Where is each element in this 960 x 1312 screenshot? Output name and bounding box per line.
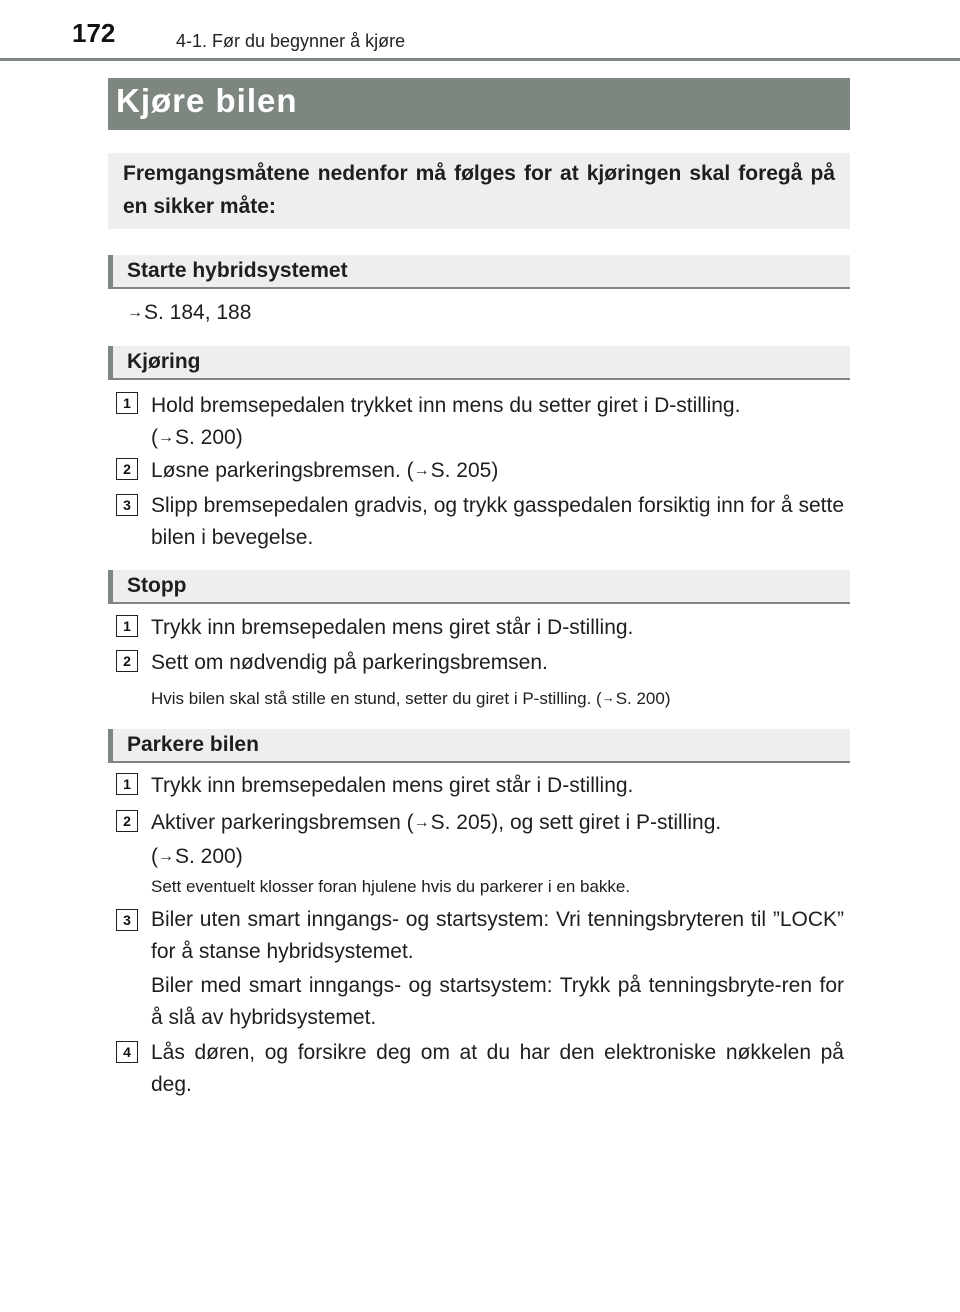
intro-text: Fremgangsmåtene nedenfor må følges for at kjøringen skal foregå på en sikker måte: — [123, 162, 835, 218]
note-text — [151, 689, 671, 709]
step-text: Trykk inn bremsepedalen mens giret står i D-stilling. — [151, 774, 634, 797]
header-divider — [0, 58, 960, 61]
step-text-main: Aktiver parkeringsbremsen ( — [151, 811, 414, 834]
ref-open: ( — [151, 426, 158, 449]
note-ref: S. 200) — [615, 689, 671, 708]
section-heading-stop — [108, 570, 850, 604]
step-text: Biler uten smart inngangs- og startsystem: Vri tenningsbryteren til ”LOCK” for å stanse hybridsystemet. — [151, 908, 844, 963]
step-text-main: Løsne parkeringsbremsen. ( — [151, 459, 414, 482]
step-text: Lås døren, og forsikre deg om at du har den elektroniske nøkkelen på deg. — [151, 1041, 844, 1096]
step-text — [151, 807, 844, 875]
step-number: 3 — [116, 494, 138, 516]
ref-text: S. 200) — [175, 426, 243, 449]
step-text-main: Hold bremsepedalen trykket inn mens du setter giret i D-stilling. — [151, 394, 741, 417]
page-number: 172 — [72, 18, 116, 48]
ref-open: ( — [151, 845, 158, 868]
note-main: Hvis bilen skal stå stille en stund, setter du giret i P-stilling. ( — [151, 689, 602, 708]
step-number: 1 — [116, 773, 138, 795]
step-text — [151, 455, 844, 489]
arrow-right-icon: → — [413, 462, 430, 479]
ref-text: S. 205) — [430, 459, 499, 482]
arrow-right-icon: → — [601, 690, 615, 705]
step-text: Trykk inn bremsepedalen mens giret står i D-stilling. — [151, 616, 634, 639]
step-text — [151, 390, 844, 456]
step-number: 2 — [116, 810, 138, 832]
section-heading-park — [108, 729, 850, 763]
section-heading-label: Starte hybridsystemet — [127, 259, 348, 282]
page-reference-text: S. 184, 188 — [144, 301, 252, 324]
step-number: 3 — [116, 909, 138, 931]
page-header — [0, 0, 960, 62]
step-number: 2 — [116, 650, 138, 672]
step-number: 2 — [116, 458, 138, 480]
section-heading-label: Parkere bilen — [127, 733, 259, 756]
ref-text: S. 200) — [175, 845, 243, 868]
step-number: 1 — [116, 615, 138, 637]
section-heading-driving — [108, 346, 850, 380]
page-title: Kjøre bilen — [116, 82, 298, 119]
step-text: Sett om nødvendig på parkeringsbremsen. — [151, 651, 548, 674]
note-text: Sett eventuelt klosser foran hjulene hvis du parkerer i en bakke. — [151, 877, 631, 896]
arrow-right-icon: → — [158, 848, 174, 865]
section-heading-start — [108, 255, 850, 289]
arrow-right-icon: → — [413, 814, 430, 831]
page-reference — [127, 301, 251, 325]
section-heading-label: Kjøring — [127, 350, 201, 373]
step-number: 4 — [116, 1041, 138, 1063]
step-text-extra: Biler med smart inngangs- og startsystem: Trykk på tenningsbryte-ren for å slå av hybridsystemet. — [151, 974, 844, 1029]
step-number: 1 — [116, 392, 138, 414]
arrow-right-icon: → — [127, 304, 143, 321]
step-text: Slipp bremsepedalen gradvis, og trykk gasspedalen forsiktig inn for å sette bilen i bevegelse. — [151, 494, 844, 549]
section-breadcrumb: 4-1. Før du begynner å kjøre — [176, 31, 406, 51]
step-text-cont: S. 205), og sett giret i P-stilling. — [430, 811, 722, 834]
arrow-right-icon: → — [158, 429, 174, 446]
section-heading-label: Stopp — [127, 574, 187, 597]
